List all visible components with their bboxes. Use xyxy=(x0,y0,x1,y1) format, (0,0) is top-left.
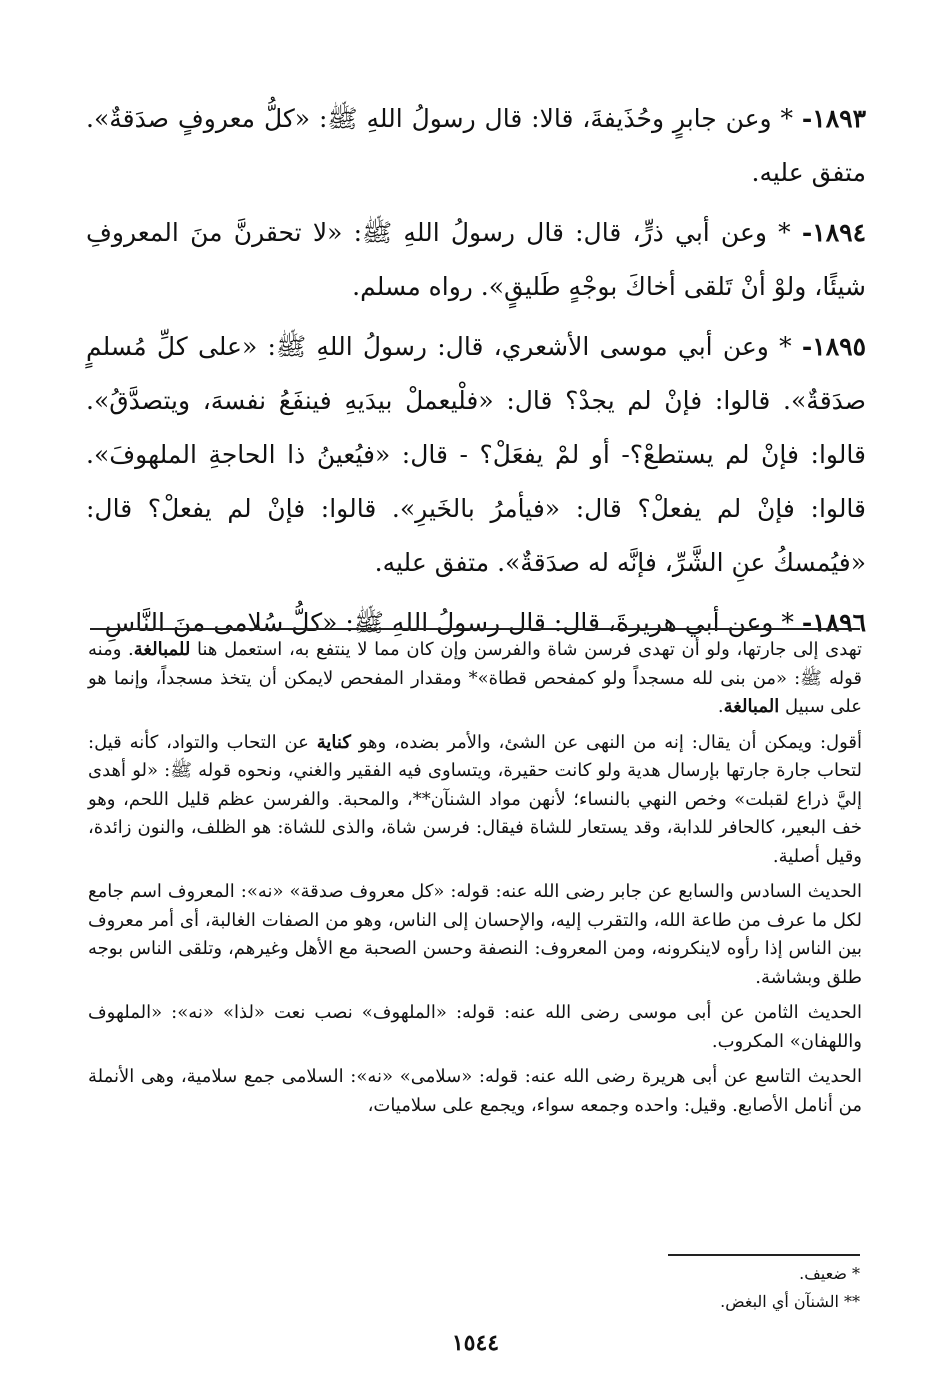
hadith-text: * وعن أبي ذرٍّ، قال: قال رسولُ اللهِ ﷺ: «لا تحقرنَّ منَ المعروفِ شيئًا، ولوْ أنْ تَلقى أخاكَ بوجْهٍ طَليقٍ». رواه مسلم. xyxy=(86,218,866,301)
hadith-number: ١٨٩٣- xyxy=(801,104,866,133)
hadith-number: ١٨٩٥- xyxy=(801,332,866,361)
hadith-section xyxy=(86,92,866,656)
hadith-1895 xyxy=(86,320,866,590)
footnotes xyxy=(560,1260,860,1316)
hadith-number: ١٨٩٦- xyxy=(801,608,866,637)
hadith-text: * وعن أبي موسى الأشعري، قال: رسولُ اللهِ ﷺ: «على كلِّ مُسلمٍ صدَقةٌ». قالوا: فإنْ لم يجدْ؟ قال: «فلْيعملْ بيدَيهِ فينفَعُ نفسهَ، ويتصدَّقُ». قالوا: فإنْ لم يستطعْ؟- أو لمْ يفعَلْ؟ - قال: «فيُعينُ ذا الحاجةِ الملهوفَ». قالوا: فإنْ لم يفعلْ؟ قال: «فيأمرُ بالخَيرِ». قالوا: فإنْ لم يفعلْ؟ قال: «فيُمسكُ عنِ الشَّرِّ، فإنَّه له صدَقةٌ». متفق عليه. xyxy=(86,332,866,577)
page-number: ١٥٤٤ xyxy=(451,1330,500,1356)
bold-term: كناية xyxy=(316,731,351,753)
footnote-2: ** الشنآن أي البغض. xyxy=(720,1292,860,1311)
commentary-paragraph: الحديث التاسع عن أبى هريرة رضى الله عنه: قوله: «سلامى» «نه»: السلامى جمع سلامية، وهى الأنملة من أنامل الأصابع. وقيل: واحده وجمعه سواء، ويجمع على سلاميات، xyxy=(88,1066,862,1116)
commentary-text: عن التحاب والتواد، كأنه قيل: لتحاب جارة جارتها بإرسال هدية ولو كانت حقيرة، ويتساوى فيه الفقير والغني، ونحوه قوله ﷺ: «لو أهدى إليَّ ذراع لقبلت» وخص النهي بالنساء؛ لأنهن مواد الشنآن**، والمحبة. والفرسن عظم قليل اللحم، وهو خف البعير، كالحافر للدابة، وقد يستعار للشاة فيقال: فرسن شاة، والذى للشاة: هو الظلف، والنون زائدة، وقيل أصلية. xyxy=(88,731,862,867)
hadith-1894 xyxy=(86,206,866,314)
commentary-section xyxy=(88,636,862,1127)
commentary-paragraph: الحديث الثامن عن أبى موسى رضى الله عنه: قوله: «الملهوف» نصب نعت «لذا» «نه»: «الملهوف واللهفان» المكروب. xyxy=(88,1002,862,1052)
bold-term: المبالغة xyxy=(723,696,780,717)
hadith-text: * وعن جابرٍ وحُذَيفةَ، قالا: قال رسولُ اللهِ ﷺ: «كلُّ معروفٍ صدَقةٌ». متفق عليه. xyxy=(86,104,866,187)
hadith-text: * وعن أبي هريرةَ، قال: قال رسولُ اللهِ ﷺ: «كلُّ سُلامى منَ النَّاسِ xyxy=(104,608,802,637)
commentary-divider xyxy=(90,628,860,630)
commentary-paragraph xyxy=(88,636,862,722)
commentary-paragraph xyxy=(88,729,862,872)
commentary-text: أقول: ويمكن أن يقال: إنه من النهى عن الشئ، والأمر بضده، وهو xyxy=(350,731,862,753)
bold-term: للمبالغة xyxy=(133,639,191,660)
hadith-1893 xyxy=(86,92,866,200)
hadith-number: ١٨٩٤- xyxy=(801,218,866,247)
commentary-text: تهدى إلى جارتها، ولو أن تهدى فرسن شاة والفرسن وإن كان مما لا ينتفع به، استعمل هنا xyxy=(190,639,863,660)
footnote-divider xyxy=(668,1254,860,1256)
commentary-text: . ومنه قوله ﷺ: «من بنى لله مسجداً ولو كمفحص قطاة»* ومقدار المفحص لايمكن أن يتخذ مسجداً، وإنما هو على سبيل xyxy=(88,639,862,717)
footnote-1: * ضعيف. xyxy=(799,1264,860,1283)
commentary-text: . xyxy=(717,696,724,717)
commentary-paragraph: الحديث السادس والسابع عن جابر رضى الله عنه: قوله: «كل معروف صدقة» «نه»: المعروف اسم جامع لكل ما عرف من طاعة الله، والتقرب إليه، والإحسان إلى الناس، وهو من الصفات الغالبة، أى أمر معروف بين الناس إذا رأوه لاينكرونه، ومن المعروف: النصفة وحسن الصحبة مع الأهل وغيرهم، وتلقى الناس بوجه طلق وبشاشة. xyxy=(88,881,862,988)
